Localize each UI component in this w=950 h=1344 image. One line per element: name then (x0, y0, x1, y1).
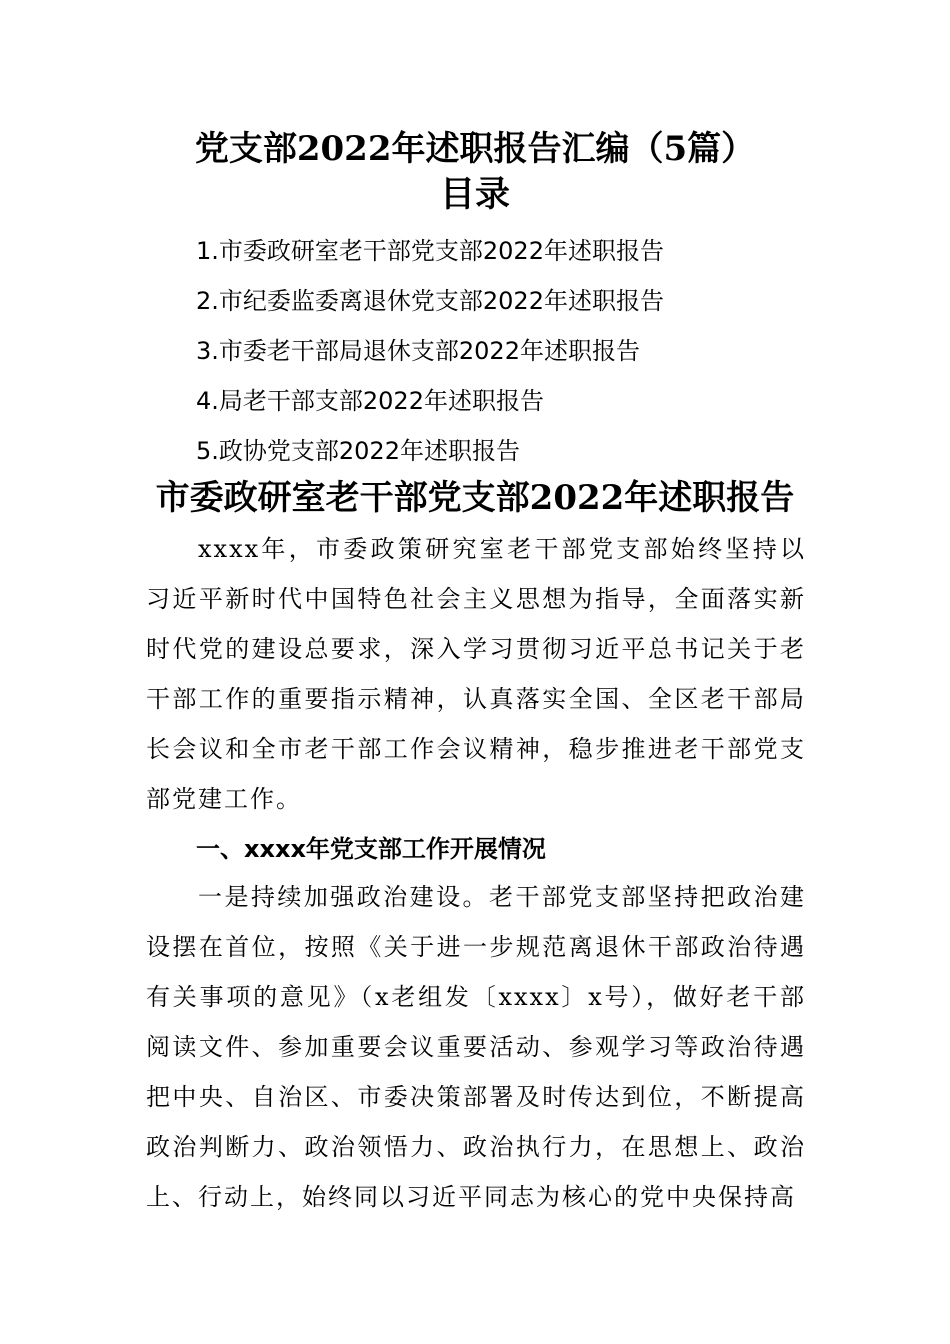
toc-item: 4.局老干部支部2022年述职报告 (196, 387, 544, 415)
toc-item: 3.市委老干部局退休支部2022年述职报告 (196, 337, 640, 365)
toc-item: 2.市纪委监委离退休党支部2022年述职报告 (196, 287, 664, 315)
body-paragraph: xxxx年，市委政策研究室老干部党支部始终坚持以习近平新时代中国特色社会主义思想为指导，全面落实新时代党的建设总要求，深入学习贯彻习近平总书记关于老干部工作的重要指示精神，认真落实全国、全区老干部局长会议和全市老干部工作会议精神，稳步推进老干部党支部党建工作。 (146, 535, 806, 813)
section-title: 市委政研室老干部党支部2022年述职报告 (155, 478, 795, 518)
toc-item: 5.政协党支部2022年述职报告 (196, 437, 520, 465)
body-paragraph: 一是持续加强政治建设。老干部党支部坚持把政治建设摆在首位，按照《关于进一步规范离退休干部政治待遇有关事项的意见》（x老组发〔xxxx〕x号），做好老干部阅读文件、参加重要会议重要活动、参观学习等政治待遇把中央、自治区、市委决策部署及时传达到位，不断提高政治判断力、政治领悟力、政治执行力，在思想上、政治上、行动上，始终同以习近平同志为核心的党中央保持高 (146, 883, 806, 1211)
toc-heading: 目录 (439, 174, 510, 215)
toc-item: 1.市委政研室老干部党支部2022年述职报告 (196, 237, 664, 265)
subheading: 一、xxxx年党支部工作开展情况 (196, 835, 546, 863)
table-of-contents (196, 226, 664, 476)
document-title: 党支部2022年述职报告汇编（5篇） (194, 129, 756, 169)
